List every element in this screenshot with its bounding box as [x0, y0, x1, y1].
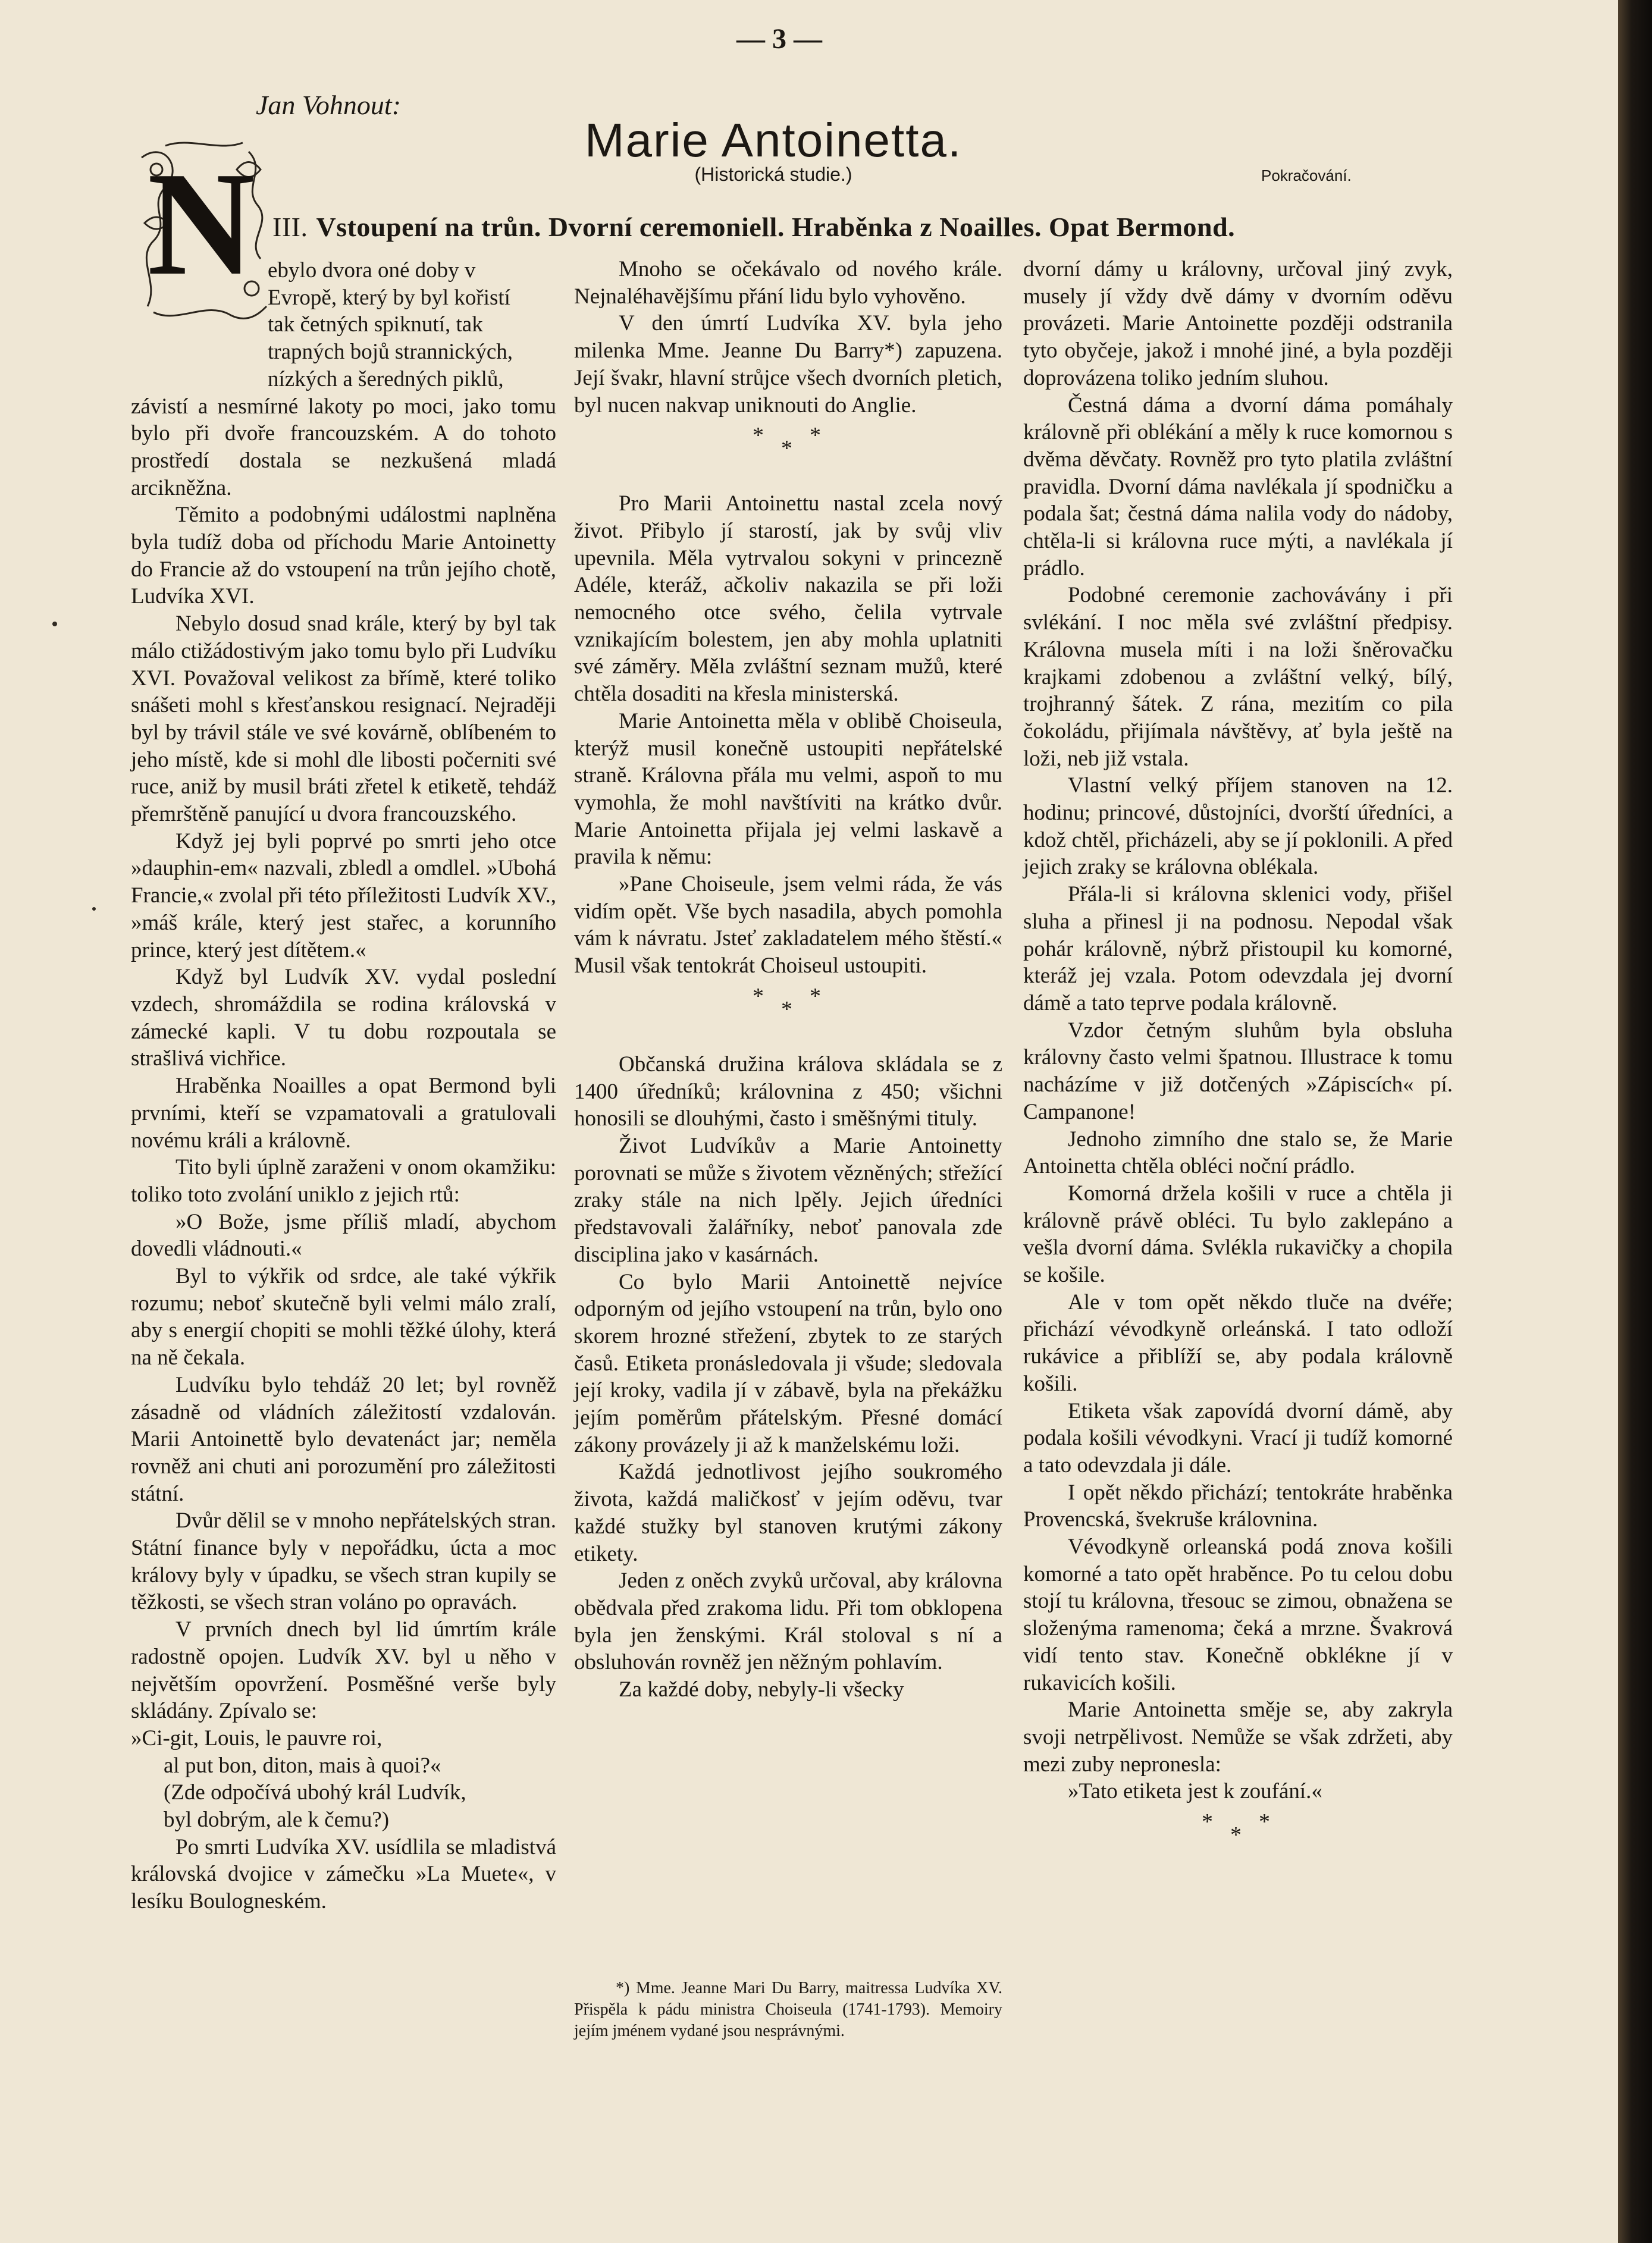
paragraph: Marie Antoinetta měla v oblibě Choiseula, kterýž musil konečně ustoupiti nepřátelské straně. Královna přála mu velmi, aspoň to mu vymohla, že mohl navštíviti na krátko dvůr. Marie Antoinetta přijala jej velmi laskavě a pravila k němu: — [574, 708, 1002, 870]
column-3 — [1023, 256, 1453, 1877]
verse-line: (Zde odpočívá ubohý král Ludvík, — [164, 1780, 466, 1805]
paragraph: Když jej byli poprvé po smrti jeho otce »dauphin-em« nazvali, zbledl a omdlel. »Ubohá Francie,« zvolal při této příležitosti Ludvík XV., »máš krále, který jest stařec, a korunního prince, který jest dítětem.« — [131, 829, 556, 962]
paragraph: V den úmrtí Ludvíka XV. byla jeho milenka Mme. Jeanne Du Barry*) zapuzena. Její švakr, hlavní strůjce všech dvorních pletich, byl nucen nakvap uniknouti do Anglie. — [574, 311, 1002, 418]
section-separator — [1023, 1805, 1453, 1877]
page-number: — 3 — — [736, 23, 822, 55]
column-1 — [131, 257, 556, 1915]
paragraph: Vzdor četným sluhům byla obsluha královny často velmi špatnou. Illustrace k tomu nacházíme v již dotčených »Zápiscích« pí. Campanone! — [1023, 1018, 1453, 1124]
chapter-heading — [272, 211, 1235, 243]
paragraph: Vlastní velký příjem stanoven na 12. hodinu; princové, důstojníci, dvorští úředníci, a kdož chtěl, přicházeli, aby se jí poklonili. A před jejich zraky se královna oblékala. — [1023, 773, 1453, 880]
opening-line: ebylo dvora oné doby v — [268, 258, 476, 283]
separator-star: * — [1259, 1809, 1270, 1835]
paragraph: »Pane Choiseule, jsem velmi ráda, že vás vidím opět. Vše bych nasadila, abych pomohla vám k návratu. Jsteť zakladatelem mého štěstí.« Musil však tentokrát Choiseul ustoupiti. — [574, 872, 1002, 978]
paragraph: Ale v tom opět někdo tluče na dvéře; přichází vévodkyně orleánská. I tato odloží rukávice a přiblíží se, aby podala královně košili. — [1023, 1290, 1453, 1396]
footnote — [574, 1978, 1002, 2042]
opening-line: nízkých a šeredných piklů, — [268, 366, 504, 391]
paragraph: Každá jednotlivost jejího soukromého života, každá maličkosť v jejím oděvu, tvar každé stužky byl stanoven krutými zákony etikety. — [574, 1460, 1002, 1566]
paragraph: Etiketa však zapovídá dvorní dámě, aby podala košili vévodkyni. Vrací ji tudíž komorné a tato odevzdala ji dále. — [1023, 1398, 1453, 1477]
paragraph: Pro Marii Antoinettu nastal zcela nový život. Přibylo jí starostí, jak by svůj vliv upevnila. Měla vytrvalou sokyni v princezně Adéle, kteráž, ačkoliv nakazila se při loži nemocného otce svého, čelila vytrvale vznikajícím bolestem, jen aby mohla uplatniti své záměry. Měla zvláštní seznam mužů, které chtěla dosaditi na křesla ministerská. — [574, 491, 1002, 707]
paragraph: Jednoho zimního dne stalo se, že Marie Antoinetta chtěla obléci noční prádlo. — [1023, 1127, 1453, 1179]
chapter-number: III. — [272, 212, 308, 242]
paragraph: Tito byli úplně zaraženi v onom okamžiku: toliko toto zvolání uniklo z jejich rtů: — [131, 1155, 556, 1207]
paragraph: Vévodkyně orleanská podá znova košili komorné a tato opět hraběnce. Po tu celou dobu stojí tu královna, třesouc se zimou, obnažena se složenýma ramenoma; čeká a mrzne. Švakrová vidí tento stav. Konečně obklékne jí v rukavicích košili. — [1023, 1535, 1453, 1695]
paragraph: dvorní dámy u královny, určoval jiný zvyk, musely jí vždy dvě dámy v dvorním oděvu provázeti. Marie Antoinette později odstranila tyto obyčeje, jakož i mnohé jiné, a byla později doprovázena toliko jedním sluhou. — [1023, 257, 1453, 390]
author-byline: Jan Vohnout: — [256, 90, 402, 120]
paper-speck — [52, 622, 57, 626]
separator-star: * — [810, 983, 821, 1009]
separator-star: * — [753, 983, 764, 1009]
verse-line: byl dobrým, ale k čemu?) — [164, 1808, 390, 1833]
separator-star: * — [1230, 1822, 1242, 1848]
chapter-title: Vstoupení na trůn. Dvorní ceremoniell. Hraběnka z Noailles. Opat Bermond. — [316, 212, 1236, 242]
paragraph: V prvních dnech byl lid úmrtím krále radostně opojen. Ludvík XV. byl u něho v největším opovržení. Posměšné verše byly skládány. Zpívalo se: — [131, 1617, 556, 1724]
paragraph: Co bylo Marii Antoinettě nejvíce odporným od jejího vstoupení na trůn, bylo ono skorem hrozné střežení, zbytek to ze starých časů. Etiketa pronásledovala ji všude; sledovala její kroky, vadila jí v zábavě, byla na překážku jejím poměrům přátelským. Přesné domácí zákony provázely ji až k manželskému loži. — [574, 1269, 1002, 1457]
verse-line: al put bon, diton, mais à quoi?« — [164, 1753, 441, 1778]
opening-line: tak četných spiknutí, tak — [268, 312, 483, 337]
paragraph: Po smrti Ludvíka XV. usídlila se mladistvá královská dvojice v zámečku »La Muete«, v lesíku Boulogneském. — [131, 1834, 556, 1914]
paragraph: Komorná držela košili v ruce a chtěla ji královně právě obléci. Tu bylo zaklepáno a vešla dvorní dáma. Svlékla rukavičky a chopila se košile. — [1023, 1181, 1453, 1288]
article-subtitle: (Historická studie.) — [694, 164, 852, 185]
opening-line: trapných bojů strannických, — [268, 340, 513, 365]
separator-star: * — [753, 423, 764, 448]
paragraph: závistí a nesmírné lakoty po moci, jako tomu bylo při dvoře francouzském. A do tohoto prostředí dostala se nezkušená mladá arcikněžna. — [131, 394, 556, 500]
drop-cap-letter: N — [147, 142, 255, 306]
separator-star: * — [810, 423, 821, 448]
verse-line: »Ci-git, Louis, le pauvre roi, — [131, 1726, 383, 1751]
paragraph: »O Bože, jsme příliš mladí, abychom dovedli vládnouti.« — [131, 1209, 556, 1262]
paragraph: Mnoho se očekávalo od nového krále. Nejnaléhavějšímu přání lidu bylo vyhověno. — [574, 257, 1002, 309]
footnote-text: *) Mme. Jeanne Mari Du Barry, maitressa Ludvíka XV. Přispěla k pádu ministra Choiseula (1741-1793). Memoiry jejím jménem vydané jsou nesprávnými. — [574, 1979, 1002, 2040]
paragraph: Život Ludvíkův a Marie Antoinetty porovnati se může s životem vězněných; střežící zraky stále na nich lpěly. Jejich úředníci představovali žalářníky, neboť panovala zde disciplina jako v kasárnách. — [574, 1133, 1002, 1267]
paragraph: Ludvíku bylo tehdáž 20 let; byl rovněž zásadně od vládních záležitostí vzdalován. Marii Antoinettě bylo devatenáct jar; neměla rovněž ani chuti ani porozumění pro záležitosti státní. — [131, 1372, 556, 1506]
paragraph: Hraběnka Noailles a opat Bermond byli prvními, kteří se vzpamatovali a gratulovali novému králi a královně. — [131, 1074, 556, 1153]
paragraph: Podobné ceremonie zachovávány i při svlékání. I noc měla své zvláštní předpisy. Královna musela míti i na loži šněrovačku krajkami zdobenou a zvláštní velký, bílý, trojhranný šátek. Z rána, mezitím co pila čokoládu, přijímala návštěvy, ať byla ještě na loži, neb již vstala. — [1023, 583, 1453, 771]
separator-star: * — [1202, 1809, 1213, 1835]
paragraph: Občanská družina králova skládala se z 1400 úředníků; královnina z 450; všichni honosili se dlouhými, často i směšnými tituly. — [574, 1052, 1002, 1131]
separator-star: * — [781, 436, 792, 462]
separator-star: * — [781, 996, 792, 1022]
section-separator — [574, 980, 1002, 1051]
paragraph: Marie Antoinetta směje se, aby zakryla svoji netrpělivost. Nemůže se však zdržeti, aby mezi zuby nepronesla: — [1023, 1698, 1453, 1777]
article-title: Marie Antoinetta. — [584, 114, 963, 167]
column-2 — [574, 256, 1002, 1704]
paragraph: Byl to výkřik od srdce, ale také výkřik rozumu; neboť skutečně byli velmi málo zralí, aby s energií chopiti se mohli těžké úlohy, která na ně čekala. — [131, 1264, 556, 1370]
paragraph: Když byl Ludvík XV. vydal poslední vzdech, shromáždila se rodina královská v zámecké kapli. V tu dobu rozpoutala se strašlivá vichřice. — [131, 965, 556, 1071]
paragraph: »Tato etiketa jest k zoufání.« — [1068, 1779, 1322, 1804]
paragraph: Přála-li si královna sklenici vody, přišel sluha a přinesl ji na podnosu. Nepodal však pohár královně, nýbrž přistoupil ku komorné, kteráž jej vzala. Potom odevzdala jej dvorní dámě a tato teprve podala královně. — [1023, 882, 1453, 1015]
paragraph: Těmito a podobnými událostmi naplněna byla tudíž doba od příchodu Marie Antoinetty do Francie až do vstoupení na trůn jejího chotě, Ludvíka XVI. — [131, 503, 556, 609]
paragraph: Jeden z oněch zvyků určoval, aby královna obědvala před zrakoma lidu. Při tom obklopena byla jen ženskými. Král stoloval s ní a obsluhován rovněž jen něžným pohlavím. — [574, 1568, 1002, 1675]
paragraph: I opět někdo přichází; tentokráte hraběnka Provencská, švekruše královnina. — [1023, 1480, 1453, 1532]
paragraph: Čestná dáma a dvorní dáma pomáhaly královně při oblékání a měly k ruce komornou s dvěma děvčaty. Rovněž pro tyto platila zvláštní pravidla. Dvorní dáma navlékala jí spodničku a podala šat; čestná dáma nalila vody do nádoby, chtěla-li si královna ruce mýti, a navlékala jí prádlo. — [1023, 393, 1453, 581]
continued-note: Pokračování. — [1261, 167, 1352, 184]
paragraph: Za každé doby, nebyly-li všecky — [619, 1677, 904, 1702]
section-separator — [574, 419, 1002, 490]
opening-line: Evropě, který by byl kořistí — [268, 285, 510, 310]
paragraph: Dvůr dělil se v mnoho nepřátelských stran. Státní finance byly v nepořádku, úcta a moc královy byly v úpadku, se všech stran kupily se těžkosti, se všech stran voláno po opravách. — [131, 1508, 556, 1615]
page-binding-edge — [1618, 0, 1652, 2243]
paragraph: Nebylo dosud snad krále, který by byl tak málo ctižádostivým jako tomu bylo při Ludvíku XVI. Považoval velikost za břímě, které toliko snášeti mohl s křesťanskou resignací. Nejraději byl by trávil stále ve své kovárně, oblíbeném to jeho místě, kde si mohl dle libosti počerniti své ruce, aniž by musil bráti zřetel k etiketě, tehdáž přemrštěně panující u dvora francouzského. — [131, 611, 556, 827]
paper-speck — [92, 907, 96, 911]
